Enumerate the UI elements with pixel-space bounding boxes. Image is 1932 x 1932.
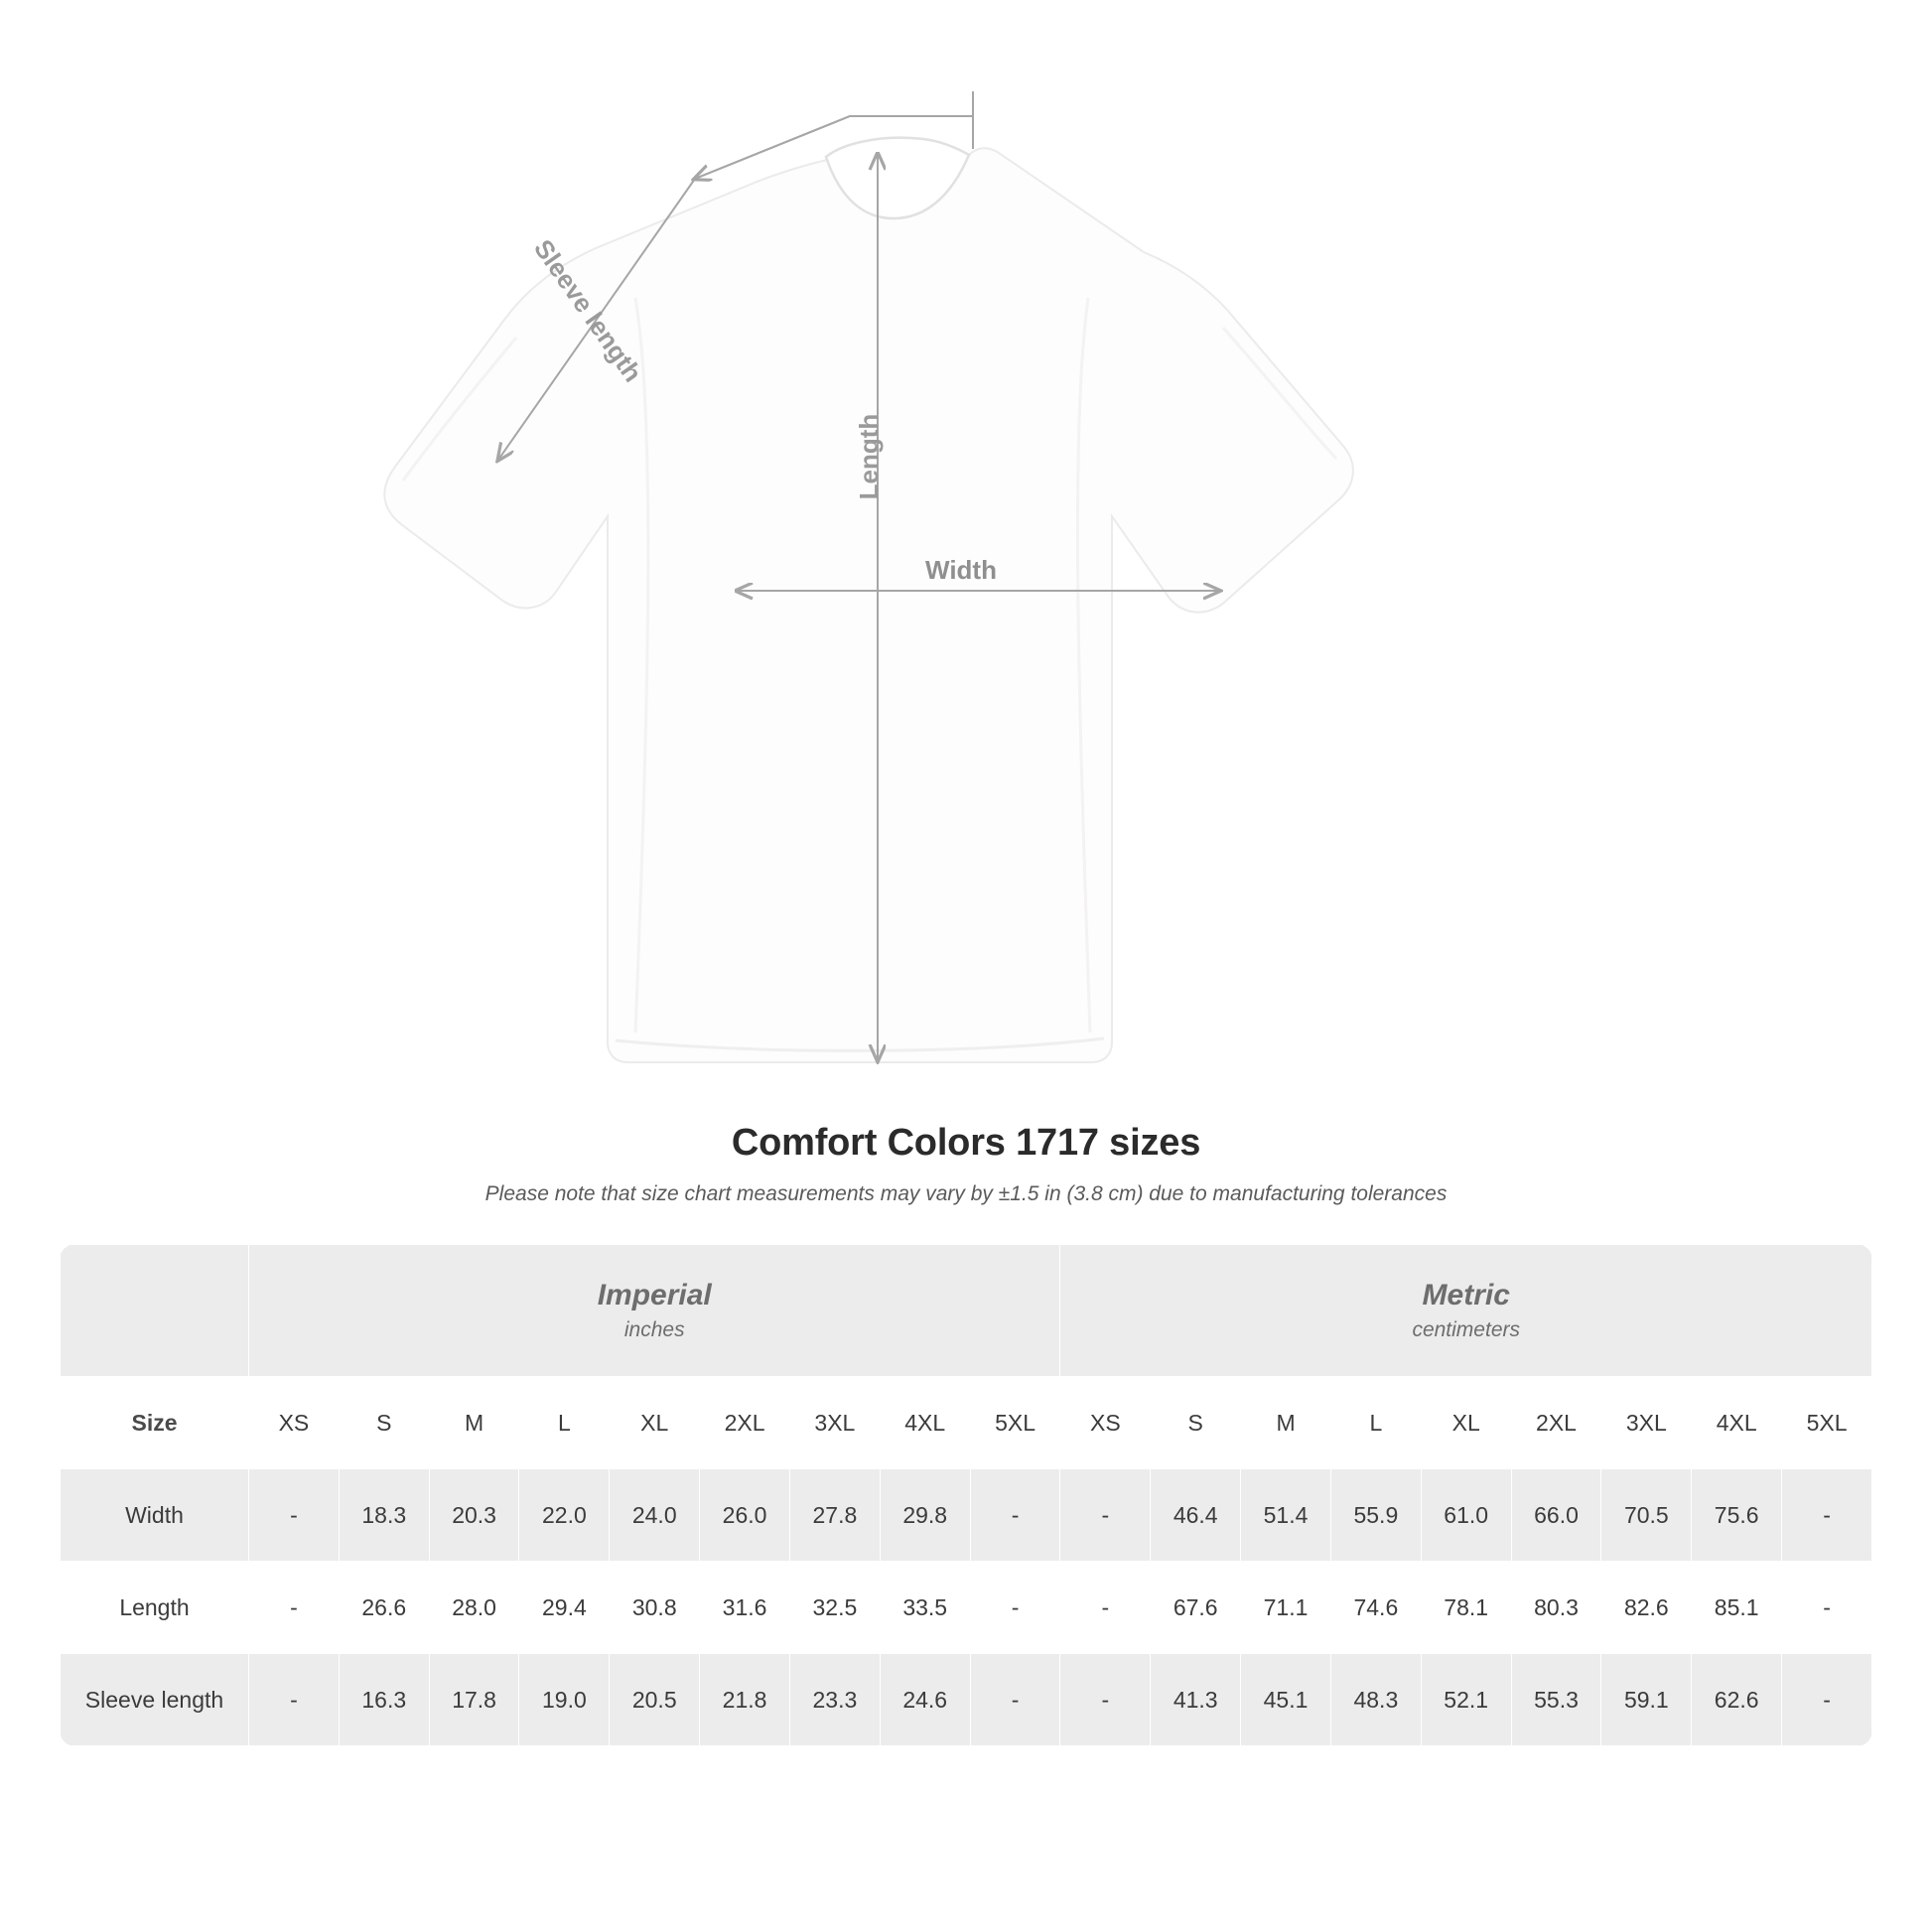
cell-width-imperial-4xl: 29.8 bbox=[880, 1469, 970, 1562]
cell-length-metric-5xl: - bbox=[1782, 1562, 1872, 1654]
width-label: Width bbox=[925, 555, 997, 585]
cell-sleeve-imperial-m: 17.8 bbox=[429, 1654, 519, 1746]
cell-sleeve-metric-m: 45.1 bbox=[1241, 1654, 1331, 1746]
cell-width-imperial-xs: - bbox=[249, 1469, 340, 1562]
size-table-wrapper bbox=[60, 1244, 1872, 1746]
cell-length-metric-4xl: 85.1 bbox=[1692, 1562, 1782, 1654]
cell-sleeve-imperial-2xl: 21.8 bbox=[700, 1654, 790, 1746]
table-row bbox=[61, 1469, 1872, 1562]
unit-header-row bbox=[61, 1245, 1872, 1377]
tolerance-note: Please note that size chart measurements may vary by ±1.5 in (3.8 cm) due to manufacturing tolerances bbox=[484, 1182, 1448, 1205]
size-header-row bbox=[61, 1377, 1872, 1469]
cell-sleeve-metric-2xl: 55.3 bbox=[1511, 1654, 1601, 1746]
cell-sleeve-imperial-s: 16.3 bbox=[339, 1654, 429, 1746]
cell-sleeve-imperial-4xl: 24.6 bbox=[880, 1654, 970, 1746]
row-label-length: Length bbox=[61, 1562, 249, 1654]
cell-width-metric-xl: 61.0 bbox=[1421, 1469, 1511, 1562]
size-header-imperial-xs: XS bbox=[249, 1377, 340, 1469]
chart-heading-block bbox=[0, 1122, 1932, 1206]
size-header-metric-2xl: 2XL bbox=[1511, 1377, 1601, 1469]
cell-length-metric-xs: - bbox=[1060, 1562, 1151, 1654]
cell-length-metric-xl: 78.1 bbox=[1421, 1562, 1511, 1654]
size-header-metric-3xl: 3XL bbox=[1601, 1377, 1692, 1469]
cell-sleeve-metric-s: 41.3 bbox=[1151, 1654, 1241, 1746]
cell-width-metric-4xl: 75.6 bbox=[1692, 1469, 1782, 1562]
table-row bbox=[61, 1654, 1872, 1746]
cell-length-imperial-m: 28.0 bbox=[429, 1562, 519, 1654]
unit-name-imperial: Imperial bbox=[597, 1279, 712, 1311]
cell-sleeve-imperial-xs: - bbox=[249, 1654, 340, 1746]
row-label-width: Width bbox=[61, 1469, 249, 1562]
cell-sleeve-imperial-xl: 20.5 bbox=[610, 1654, 700, 1746]
cell-length-metric-s: 67.6 bbox=[1151, 1562, 1241, 1654]
size-header-imperial-3xl: 3XL bbox=[789, 1377, 880, 1469]
cell-width-metric-m: 51.4 bbox=[1241, 1469, 1331, 1562]
cell-sleeve-metric-3xl: 59.1 bbox=[1601, 1654, 1692, 1746]
table-row bbox=[61, 1562, 1872, 1654]
cell-sleeve-metric-4xl: 62.6 bbox=[1692, 1654, 1782, 1746]
size-header-metric-xl: XL bbox=[1421, 1377, 1511, 1469]
tshirt-shape bbox=[384, 138, 1353, 1062]
cell-sleeve-metric-xl: 52.1 bbox=[1421, 1654, 1511, 1746]
cell-length-imperial-s: 26.6 bbox=[339, 1562, 429, 1654]
cell-length-metric-2xl: 80.3 bbox=[1511, 1562, 1601, 1654]
size-header-label: Size bbox=[61, 1377, 249, 1469]
size-table bbox=[60, 1244, 1872, 1746]
size-header-imperial-m: M bbox=[429, 1377, 519, 1469]
cell-sleeve-metric-5xl: - bbox=[1782, 1654, 1872, 1746]
row-label-sleeve-length: Sleeve length bbox=[61, 1654, 249, 1746]
cell-length-imperial-4xl: 33.5 bbox=[880, 1562, 970, 1654]
cell-length-metric-m: 71.1 bbox=[1241, 1562, 1331, 1654]
unit-sub-imperial: inches bbox=[623, 1318, 685, 1341]
table-corner-cell bbox=[61, 1245, 249, 1377]
unit-sub-metric: centimeters bbox=[1412, 1318, 1520, 1341]
cell-width-imperial-5xl: - bbox=[970, 1469, 1060, 1562]
cell-width-metric-l: 55.9 bbox=[1330, 1469, 1421, 1562]
size-header-imperial-4xl: 4XL bbox=[880, 1377, 970, 1469]
length-label: Length bbox=[854, 413, 884, 500]
cell-length-imperial-xs: - bbox=[249, 1562, 340, 1654]
cell-width-metric-2xl: 66.0 bbox=[1511, 1469, 1601, 1562]
sleeve-length-label: Sleeve length bbox=[528, 233, 648, 388]
cell-sleeve-metric-xs: - bbox=[1060, 1654, 1151, 1746]
cell-width-imperial-m: 20.3 bbox=[429, 1469, 519, 1562]
cell-width-metric-s: 46.4 bbox=[1151, 1469, 1241, 1562]
cell-width-imperial-l: 22.0 bbox=[519, 1469, 610, 1562]
size-header-imperial-5xl: 5XL bbox=[970, 1377, 1060, 1469]
cell-width-metric-5xl: - bbox=[1782, 1469, 1872, 1562]
size-header-metric-l: L bbox=[1330, 1377, 1421, 1469]
size-header-imperial-xl: XL bbox=[610, 1377, 700, 1469]
cell-length-imperial-3xl: 32.5 bbox=[789, 1562, 880, 1654]
size-header-imperial-l: L bbox=[519, 1377, 610, 1469]
size-header-imperial-2xl: 2XL bbox=[700, 1377, 790, 1469]
cell-sleeve-imperial-3xl: 23.3 bbox=[789, 1654, 880, 1746]
cell-length-metric-3xl: 82.6 bbox=[1601, 1562, 1692, 1654]
size-header-metric-5xl: 5XL bbox=[1782, 1377, 1872, 1469]
unit-header-imperial bbox=[249, 1245, 1060, 1377]
cell-length-imperial-2xl: 31.6 bbox=[700, 1562, 790, 1654]
size-header-metric-s: S bbox=[1151, 1377, 1241, 1469]
cell-width-imperial-xl: 24.0 bbox=[610, 1469, 700, 1562]
cell-sleeve-imperial-5xl: - bbox=[970, 1654, 1060, 1746]
page-title: Comfort Colors 1717 sizes bbox=[731, 1122, 1201, 1164]
size-header-metric-4xl: 4XL bbox=[1692, 1377, 1782, 1469]
cell-width-metric-3xl: 70.5 bbox=[1601, 1469, 1692, 1562]
unit-header-metric bbox=[1060, 1245, 1872, 1377]
cell-sleeve-metric-l: 48.3 bbox=[1330, 1654, 1421, 1746]
size-header-metric-xs: XS bbox=[1060, 1377, 1151, 1469]
unit-name-metric: Metric bbox=[1422, 1279, 1510, 1311]
cell-width-imperial-2xl: 26.0 bbox=[700, 1469, 790, 1562]
cell-length-imperial-l: 29.4 bbox=[519, 1562, 610, 1654]
size-header-imperial-s: S bbox=[339, 1377, 429, 1469]
cell-width-metric-xs: - bbox=[1060, 1469, 1151, 1562]
cell-width-imperial-3xl: 27.8 bbox=[789, 1469, 880, 1562]
cell-length-imperial-5xl: - bbox=[970, 1562, 1060, 1654]
cell-length-imperial-xl: 30.8 bbox=[610, 1562, 700, 1654]
size-header-metric-m: M bbox=[1241, 1377, 1331, 1469]
cell-sleeve-imperial-l: 19.0 bbox=[519, 1654, 610, 1746]
cell-width-imperial-s: 18.3 bbox=[339, 1469, 429, 1562]
cell-length-metric-l: 74.6 bbox=[1330, 1562, 1421, 1654]
